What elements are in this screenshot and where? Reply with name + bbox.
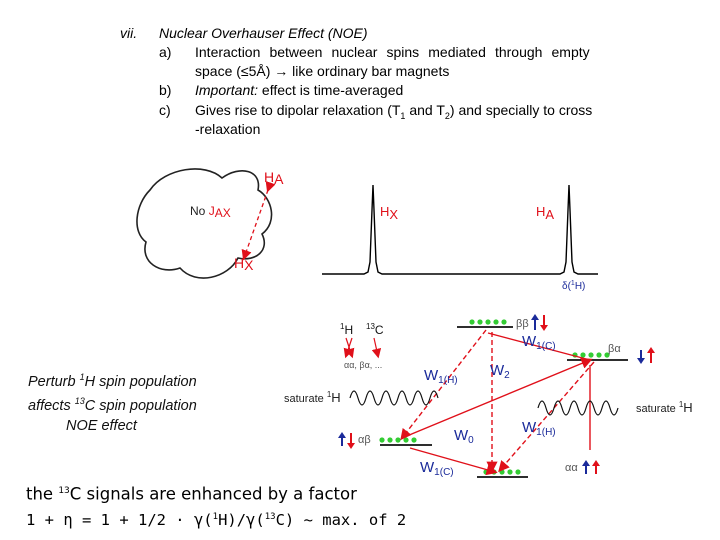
spectrum-ha: HA (536, 204, 555, 222)
spin-arrows-ba (637, 347, 655, 364)
small-state-labels: αα, βα, ... (344, 360, 383, 370)
item-c-mid: and T (405, 102, 445, 118)
caption-line-3: NOE effect (66, 417, 137, 434)
enhancement-line-1: the $^{13}$C signals are enhanced by a factor (26, 484, 357, 504)
state-ab: αβ (358, 434, 371, 446)
label-w1c-bottom: $W_{1(C)}$ (420, 459, 454, 478)
label-w1h: $W_{1(H)}$ (424, 367, 458, 386)
saturate-right: saturate $^1$H (636, 400, 693, 415)
item-a-text: Interaction between nuclear spins mediated through empty (195, 44, 590, 60)
label-w1c-top: $W_{1(C)}$ (522, 333, 556, 352)
outline-title: Nuclear Overhauser Effect (NOE) (159, 25, 368, 41)
item-c-pre: Gives rise to dipolar relaxation (T (195, 102, 401, 118)
spin-arrows-bb (531, 314, 548, 331)
label-w0: $W_0$ (454, 427, 474, 446)
state-ba: βα (608, 343, 621, 355)
item-a-cont: space (≤5Å) → like ordinary bar magnets (195, 63, 450, 79)
spectrum-axis: δ($^1$H) (562, 280, 586, 292)
rf-wave-left (350, 391, 438, 405)
spin-arrows-aa (582, 460, 600, 474)
spectrum-hx: HX (380, 204, 399, 222)
energy-diagram (284, 314, 693, 478)
item-b-label: b) (159, 82, 172, 98)
transitions (402, 330, 594, 472)
spectrum-trace (322, 185, 598, 274)
saturate-left: saturate $^1$H (284, 390, 341, 405)
item-a-label: a) (159, 44, 172, 60)
t2-sub: 2 (444, 110, 450, 121)
caption-line-1: Perturb $^1$H spin population (28, 372, 197, 390)
state-aa: αα (565, 462, 578, 474)
item-b-body: effect is time-averaged (258, 82, 404, 98)
item-c-label: c) (159, 102, 171, 118)
item-b-emph: Important: (195, 82, 259, 98)
state-bb: ββ (516, 318, 529, 330)
outline-number: vii. (120, 25, 138, 41)
caption-line-2: affects $^{13}$C spin population (28, 396, 197, 415)
enhancement-line-2: 1 + η = 1 + 1/2 · γ($^1$H)/γ($^{13}$C) ~ max. of 2 (26, 510, 407, 529)
label-w2: $W_2$ (490, 362, 510, 381)
item-c-post: ) and specially to cross (449, 102, 593, 118)
header-1h: $^1$H (340, 322, 354, 337)
molecule-ha: HA (264, 169, 284, 187)
molecule-no-j: No JAX (190, 204, 231, 220)
t1-sub: 1 (400, 110, 406, 121)
noe-caption (28, 368, 228, 436)
spin-arrows-ab (338, 432, 355, 449)
header-13c: $^{13}$C (366, 322, 384, 337)
molecule-hx: HX (234, 255, 254, 273)
enhancement-statement (26, 480, 406, 531)
label-w1h-right: $W_{1(H)}$ (522, 419, 556, 438)
item-c-cont: -relaxation (195, 121, 261, 137)
